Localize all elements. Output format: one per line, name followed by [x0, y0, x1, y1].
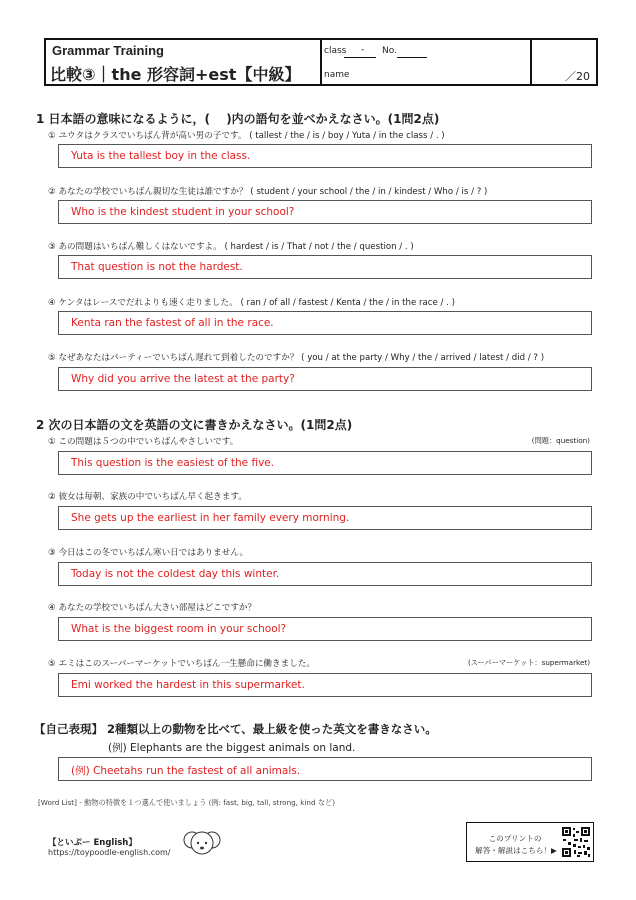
- class-blank[interactable]: [344, 57, 376, 58]
- answer-text: Why did you arrive the latest at the party?: [71, 373, 295, 385]
- answer-text: What is the biggest room in your school?: [71, 623, 287, 635]
- worksheet-header: [44, 38, 598, 86]
- title-cell: [46, 40, 322, 84]
- number-label: No.: [382, 46, 397, 56]
- s2-q1-answer-box[interactable]: [58, 451, 592, 475]
- s2-q1-prompt: [48, 435, 238, 447]
- s1-q3-answer-box[interactable]: [58, 255, 592, 279]
- worksheet-title: 比較③｜the 形容詞+est【中級】: [50, 65, 301, 84]
- s1-q1-answer-box[interactable]: [58, 144, 592, 168]
- q-text: 彼女は毎朝、家族の中でいちばん早く起きます。: [58, 492, 247, 502]
- q-number: ④: [48, 298, 56, 308]
- brand-url[interactable]: https://toypoodle-english.com/: [48, 848, 171, 857]
- class-dash: -: [361, 45, 365, 55]
- answer-text: (例) Cheetahs run the fastest of all animals.: [71, 765, 301, 777]
- q-number: ①: [48, 437, 56, 447]
- answer-text: Yuta is the tallest boy in the class.: [71, 150, 251, 162]
- s1-q3-prompt: [48, 240, 414, 252]
- answer-text: Kenta ran the fastest of all in the race.: [71, 317, 274, 329]
- word-list: [Word List] - 動物の特徴を１つ選んで使いましょう (例: fast, big, tall, strong, kind など): [38, 798, 335, 807]
- poodle-logo-icon: [180, 828, 224, 860]
- q-number: ①: [48, 131, 56, 141]
- answer-text: Who is the kindest student in your school?: [71, 206, 295, 218]
- answer-link-box[interactable]: [466, 822, 594, 862]
- s1-q4-prompt: [48, 296, 455, 308]
- s1-q5-prompt: [48, 351, 544, 363]
- answer-text: This question is the easiest of the five.: [71, 457, 275, 469]
- q-text: ユウタはクラスでいちばん背が高い男の子です。 ( tallest / the / is / boy / Yuta / in the class / . ): [58, 131, 445, 141]
- s2-q3-answer-box[interactable]: [58, 562, 592, 586]
- s2-q5-hint: (スーパーマーケット：supermarket): [467, 658, 590, 667]
- q-text: 今日はこの冬でいちばん寒い日ではありません。: [58, 548, 249, 558]
- section1-heading: 1 日本語の意味になるように，( )内の語句を並べかえなさい。(1問2点): [36, 112, 440, 126]
- answer-link-line2: 解答・解説はこちら！▶: [475, 846, 557, 855]
- q-number: ⑤: [48, 353, 56, 363]
- q-text: ケンタはレースでだれよりも速く走りました。 ( ran / of all / fastest / Kenta / the / in the race / . ): [58, 298, 455, 308]
- q-number: ③: [48, 548, 56, 558]
- worksheet-series: Grammar Training: [52, 43, 164, 58]
- s1-q2-answer-box[interactable]: [58, 200, 592, 224]
- q-text: あなたの学校でいちばん親切な生徒は誰ですか？ ( student / your school / the / in / kindest / Who / is / ? ): [58, 187, 488, 197]
- brand-name: 【といぷー English】: [48, 838, 137, 848]
- q-text: あなたの学校でいちばん大きい部屋はどこですか？: [58, 603, 257, 613]
- qr-code-icon[interactable]: [561, 826, 591, 858]
- answer-text: She gets up the earliest in her family every morning.: [71, 512, 350, 524]
- s2-q4-prompt: [48, 601, 256, 613]
- answer-link-line1: このプリントの: [488, 834, 542, 843]
- name-label: name: [324, 70, 350, 80]
- s2-q5-prompt: [48, 657, 315, 669]
- s1-q5-answer-box[interactable]: [58, 367, 592, 391]
- q-text: この問題は５つの中でいちばんやさしいです。: [58, 437, 239, 447]
- s2-q5-answer-box[interactable]: [58, 673, 592, 697]
- q-number: ③: [48, 242, 56, 252]
- s1-q4-answer-box[interactable]: [58, 311, 592, 335]
- student-info-cell: [320, 40, 532, 84]
- s2-q4-answer-box[interactable]: [58, 617, 592, 641]
- q-number: ⑤: [48, 659, 56, 669]
- q-text: あの問題はいちばん難しくはないですよ。 ( hardest / is / That / not / the / question / . ): [58, 242, 414, 252]
- answer-text: That question is not the hardest.: [71, 261, 243, 273]
- q-number: ④: [48, 603, 56, 613]
- s2-q2-prompt: [48, 490, 247, 502]
- number-blank[interactable]: [397, 57, 427, 58]
- s2-q2-answer-box[interactable]: [58, 506, 592, 530]
- score-total: ／20: [565, 70, 590, 83]
- self-expression-answer-box[interactable]: [58, 757, 592, 781]
- q-text: なぜあなたはパーティーでいちばん遅れて到着したのですか？ ( you / at the party / Why / the / arrived / latest / did / ? ): [58, 353, 545, 363]
- s1-q1-prompt: [48, 129, 445, 141]
- class-label: class: [324, 46, 347, 56]
- answer-text: Emi worked the hardest in this supermarket.: [71, 679, 305, 691]
- q-number: ②: [48, 187, 56, 197]
- self-expression-example: (例) Elephants are the biggest animals on land.: [108, 742, 356, 754]
- q-text: エミはこのスーパーマーケットでいちばん一生懸命に働きました。: [58, 659, 315, 669]
- answer-text: Today is not the coldest day this winter.: [71, 568, 280, 580]
- s1-q2-prompt: [48, 185, 487, 197]
- self-expression-heading: 【自己表現】 2種類以上の動物を比べて、最上級を使った英文を書きなさい。: [34, 722, 437, 736]
- s2-q3-prompt: [48, 546, 248, 558]
- q-number: ②: [48, 492, 56, 502]
- section2-heading: 2 次の日本語の文を英語の文に書きかえなさい。(1問2点): [36, 418, 353, 432]
- s2-q1-hint: (問題：question): [531, 436, 590, 445]
